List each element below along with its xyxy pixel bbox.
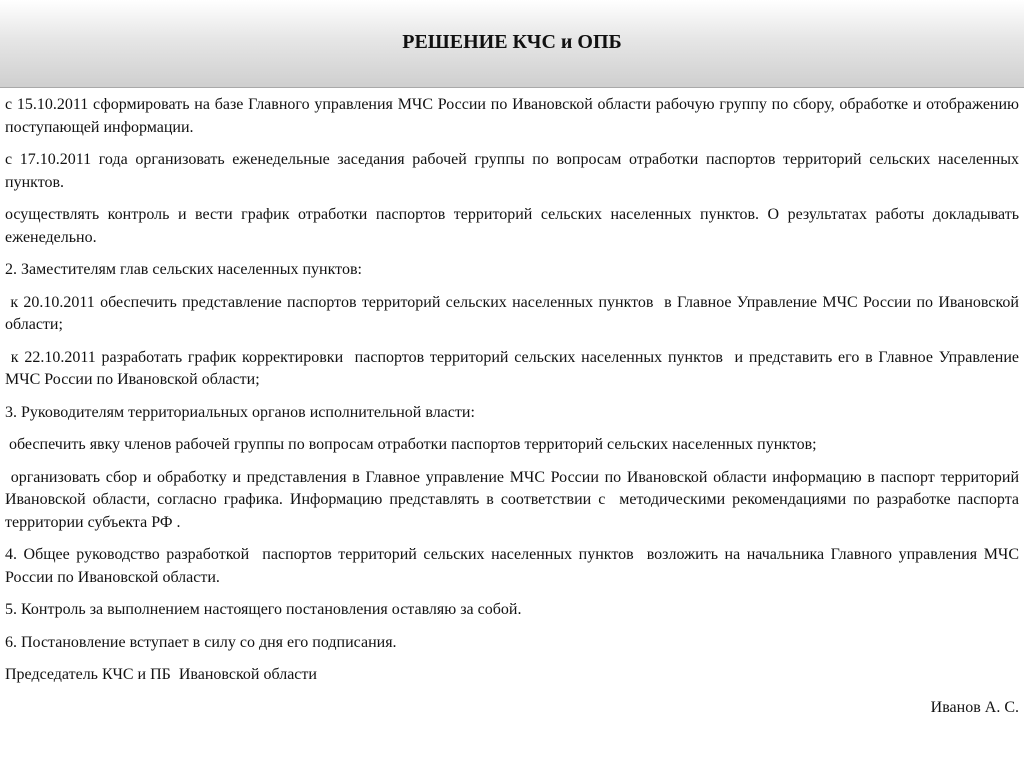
page-title: РЕШЕНИЕ КЧС и ОПБ — [402, 31, 622, 53]
section-2-heading: 2. Заместителям глав сельских населенных пунктов: — [5, 261, 362, 278]
paragraph-6: к 22.10.2011 разработать график корректировки паспортов территорий сельских населенных пунктов и представить его в Главное Управление МЧС России по Ивановской области; — [5, 348, 1023, 388]
section-5-paragraph: 5. Контроль за выполнением настоящего постановления оставляю за собой. — [5, 601, 522, 618]
paragraph-3: осуществлять контроль и вести график отработки паспортов территорий сельских населенных пунктов. О результатах работы докладывать еженедельно. — [5, 206, 1023, 246]
section-6-paragraph: 6. Постановление вступает в силу со дня его подписания. — [5, 633, 397, 651]
section-4-paragraph: 4. Общее руководство разработкой паспортов территорий сельских населенных пунктов возложить на начальника Главного управления МЧС России по Ивановской области. — [5, 546, 1023, 586]
paragraph-8: обеспечить явку членов рабочей группы по вопросам отработки паспортов территорий сельских населенных пунктов; — [5, 436, 817, 453]
paragraph-5: к 20.10.2011 обеспечить представление паспортов территорий сельских населенных пунктов в Главное Управление МЧС России по Ивановской области; — [5, 293, 1023, 333]
paragraph-2: с 17.10.2011 года организовать еженедельные заседания рабочей группы по вопросам отработки паспортов территорий сельских населенных пунктов. — [5, 151, 1023, 191]
section-3-heading: 3. Руководителям территориальных органов исполнительной власти: — [5, 403, 475, 421]
paragraph-9: организовать сбор и обработку и представления в Главное управление МЧС России по Ивановской области информацию в паспорт территорий Ивановской области, согласно графика. Информацию представлять в соответствии с методическими рекомендациями по разработке паспорта территории субъекта РФ . — [5, 468, 1024, 531]
document-body — [5, 94, 1024, 719]
chairman-line: Председатель КЧС и ПБ Ивановской области — [5, 666, 317, 683]
signature-name: Иванов А. С. — [930, 698, 1019, 716]
paragraph-1: с 15.10.2011 сформировать на базе Главного управления МЧС России по Ивановской области рабочую группу по сбору, обработке и отображению поступающей информации. — [5, 96, 1023, 136]
title-bar — [0, 0, 1024, 88]
